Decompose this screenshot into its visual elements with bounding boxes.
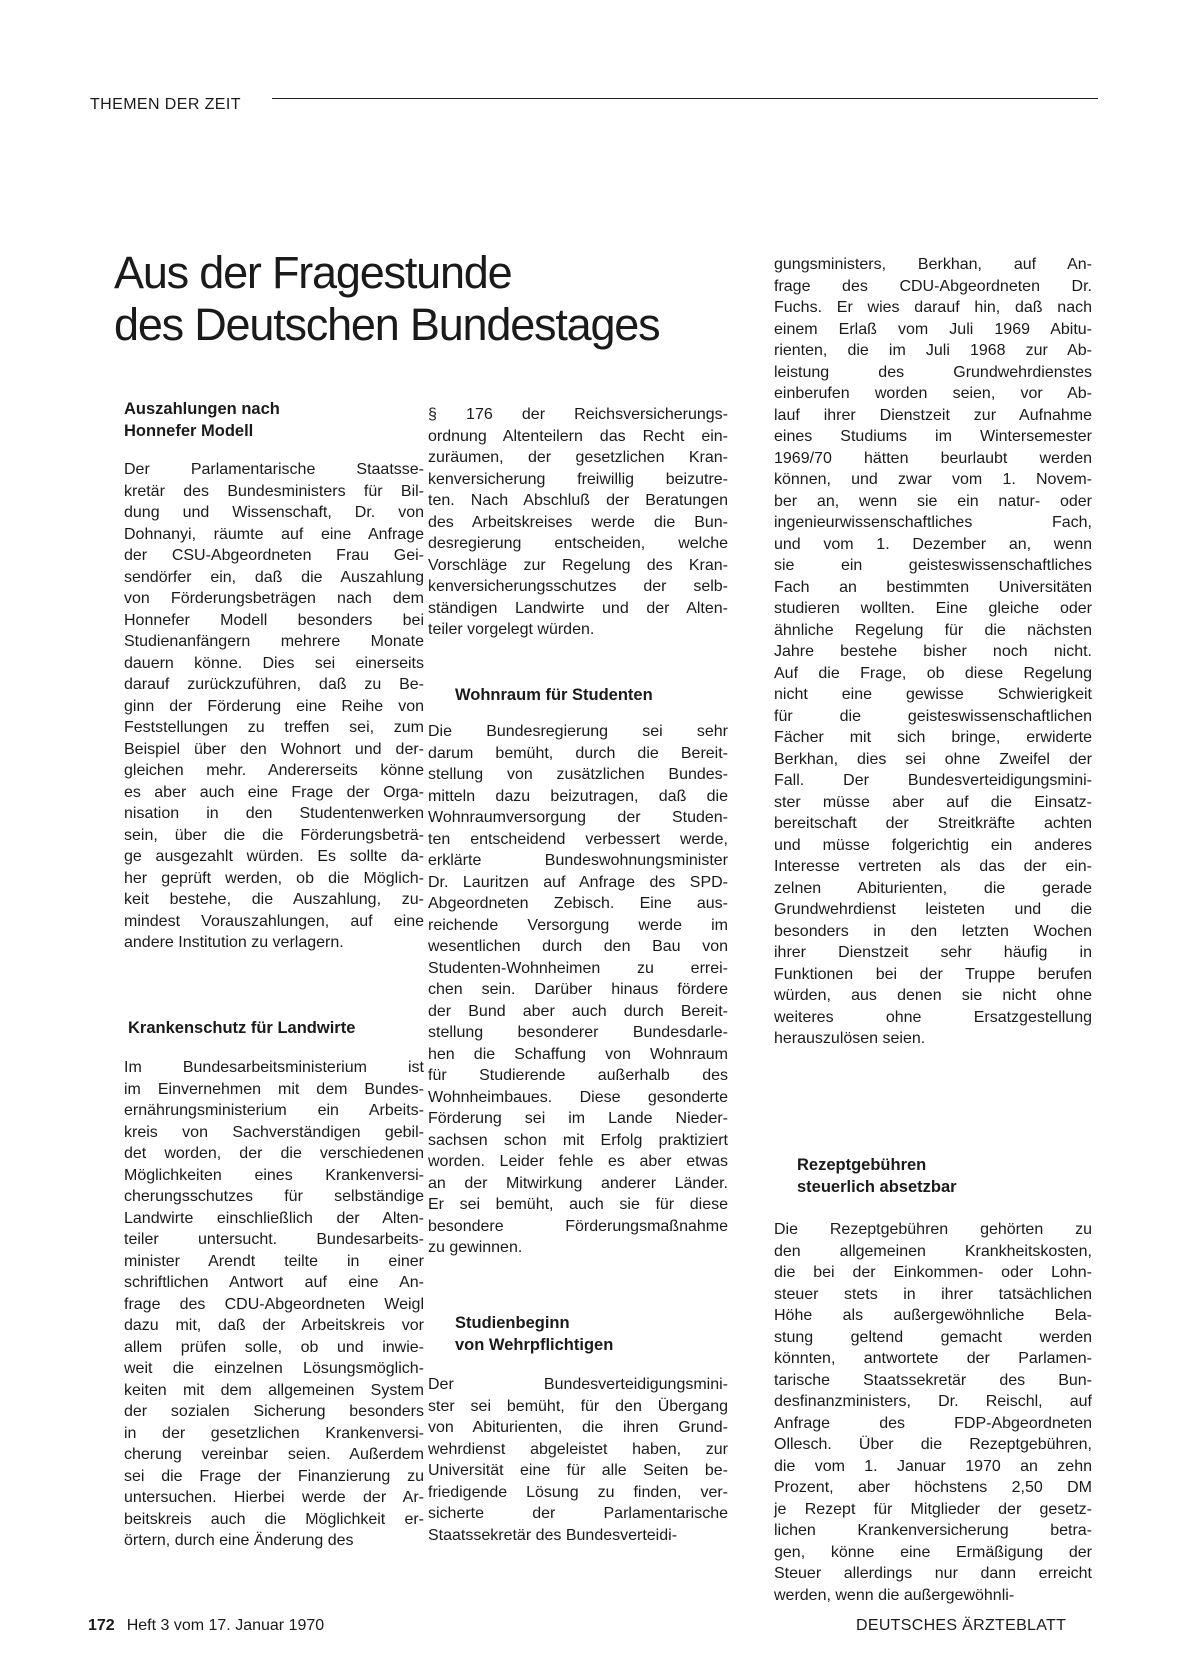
text-line: gen, könne eine Ermäßigung der [774, 1543, 1092, 1561]
text-line: Vorschläge zur Regelung des Kran- [428, 556, 728, 574]
text-line: leistung des Grundwehrdienstes [774, 363, 1092, 381]
paragraph-krankenschutz [124, 1057, 424, 1552]
text-line: Honnefer Modell [124, 422, 254, 440]
text-line: § 176 der Reichsversicherungs- [428, 406, 728, 423]
article-title-line: Aus der Fragestunde [114, 247, 512, 298]
text-line: Fall. Der Bundesverteidigungsmini- [774, 772, 1092, 789]
text-line: ster müsse aber auf die Einsatz- [774, 793, 1092, 811]
text-line: Die Bundesregierung sei sehr [428, 723, 728, 740]
text-line: ihrer Dienstzeit sehr häufig in [774, 944, 1092, 961]
text-line: herauszulösen seien. [774, 1030, 926, 1047]
text-line: sein, über die die Förderungsbeträ- [124, 826, 424, 844]
text-line: besonders in den letzten Wochen [774, 922, 1092, 940]
footer-issue-info [88, 1617, 324, 1635]
text-line: Fächer mit sich bringe, erwiderte [774, 729, 1092, 746]
text-line: eines Studiums im Wintersemester [774, 428, 1092, 445]
text-line: örtern, durch eine Änderung des [124, 1532, 354, 1549]
text-line: lauf ihrer Dienstzeit zur Aufnahme [774, 406, 1092, 424]
text-line: Im Bundesarbeitsministerium ist [124, 1059, 424, 1076]
text-line: den allgemeinen Krankheitskosten, [774, 1242, 1092, 1260]
text-line: nisation in den Studentenwerken [124, 805, 424, 822]
text-line: worden. Leider fehle es aber etwas [428, 1153, 728, 1170]
text-line: Die Rezeptgebühren gehörten zu [774, 1221, 1092, 1238]
text-line: gungsministers, Berkhan, auf An- [774, 256, 1092, 273]
text-line: sachsen schon mit Erfolg praktiziert [428, 1131, 728, 1149]
article-title-line: des Deutschen Bundestages [114, 299, 660, 350]
text-line: Dr. Lauritzen auf Anfrage des SPD- [428, 873, 728, 891]
paragraph-wohnraum [428, 721, 728, 1259]
text-line: stellung besonderer Bundesdarle- [428, 1024, 728, 1041]
text-line: kretär des Bundesministers für Bil- [124, 482, 424, 500]
header-rule [272, 98, 1098, 99]
text-line: Abgeordneten Zebisch. Eine aus- [428, 895, 728, 912]
text-line: kreis von Sachverständigen gebil- [124, 1123, 424, 1141]
text-line: einem Erlaß vom Juli 1969 Abitu- [774, 320, 1092, 338]
text-line: Funktionen bei der Truppe berufen [774, 965, 1092, 983]
text-line: Studienanfängern mehrere Monate [124, 633, 424, 650]
text-line: Förderung sei im Lande Nieder- [428, 1110, 728, 1127]
text-line: reichende Versorgung werde im [428, 916, 728, 934]
text-line: frage des CDU-Abgeordneten Dr. [774, 277, 1092, 295]
text-line: bereitschaft der Streitkräfte achten [774, 815, 1092, 832]
text-line: Staatssekretär des Bundesverteidi- [428, 1526, 678, 1544]
text-line: Er sei bemüht, auch sie für diese [428, 1196, 728, 1213]
text-line: frage des CDU-Abgeordneten Weigl [124, 1295, 424, 1313]
text-line: dauern könne. Dies sei einerseits [124, 654, 424, 672]
text-line: sicherte der Parlamentarische [428, 1505, 728, 1522]
text-line: minister Arendt teilte in einer [124, 1252, 424, 1270]
text-line: kenversicherungsschutzes der selb- [428, 578, 728, 595]
text-line: stung geltend gemacht werden [774, 1328, 1092, 1346]
text-line: der CSU-Abgeordneten Frau Gei- [124, 547, 424, 564]
running-header: THEMEN DER ZEIT [90, 96, 241, 113]
text-line: Landwirte einschließlich der Alten- [124, 1209, 424, 1227]
text-line: besondere Förderungsmaßnahme [428, 1217, 728, 1235]
text-line: Fuchs. Er wies darauf hin, daß nach [774, 299, 1092, 316]
text-line: Der Parlamentarische Staatsse- [124, 461, 424, 478]
text-line: im Einvernehmen mit dem Bundes- [124, 1080, 424, 1098]
text-line: dung und Wissenschaft, Dr. von [124, 504, 424, 521]
text-line: Ollesch. Über die Rezeptgebühren, [774, 1436, 1092, 1453]
section-heading-rezeptgebuehren [797, 1154, 1097, 1198]
text-line: Prozent, aber höchstens 2,50 DM [774, 1479, 1092, 1496]
text-line: von Abiturienten, die ihren Grund- [428, 1419, 728, 1436]
text-line: ster sei bemüht, für den Übergang [428, 1397, 728, 1415]
text-line: in der gesetzlichen Krankenversi- [124, 1424, 424, 1442]
text-line: Der Bundesverteidigungsmini- [428, 1376, 728, 1393]
paragraph-krankenschutz-continued [428, 404, 728, 641]
text-line: ginn der Förderung eine Reihe von [124, 697, 424, 715]
text-line: Studienbeginn [455, 1314, 570, 1332]
text-line: je Rezept für Mitglieder der gesetz- [774, 1500, 1092, 1518]
text-line: und vom 1. Dezember an, wenn [774, 535, 1092, 553]
paragraph-studienbeginn-continued [774, 254, 1092, 1050]
text-line: die bei der Einkommen- oder Lohn- [774, 1264, 1092, 1281]
text-line: steuer stets in ihrer tatsächlichen [774, 1285, 1092, 1303]
text-line: Steuer allerdings nur dann erreicht [774, 1565, 1092, 1582]
page-number: 172 [88, 1617, 115, 1634]
text-line: ten entscheidend verbessert werde, [428, 830, 728, 848]
issue-label: Heft 3 vom 17. Januar 1970 [126, 1617, 325, 1634]
text-line: von Wehrpflichtigen [455, 1336, 614, 1354]
text-line: weit die einzelnen Lösungsmöglich- [124, 1360, 424, 1377]
text-line: ordnung Altenteilern das Recht ein- [428, 427, 728, 445]
text-line: Berkhan, dies sei ohne Zweifel der [774, 750, 1092, 768]
text-line: Grundwehrdienst leisteten und die [774, 901, 1092, 918]
text-line: darum bemüht, durch die Bereit- [428, 744, 728, 762]
text-line: beitskreis auch die Möglichkeit er- [124, 1510, 424, 1528]
text-line: zu gewinnen. [428, 1239, 523, 1256]
text-line: schriftlichen Antwort auf eine An- [124, 1274, 424, 1291]
text-line: gleichen mehr. Andererseits könne [124, 762, 424, 779]
text-line: ähnliche Regelung für die nächsten [774, 621, 1092, 639]
text-line: könnten, antwortete der Parlamen- [774, 1350, 1092, 1367]
text-line: steuerlich absetzbar [797, 1178, 957, 1196]
text-line: teiler vorgelegt würden. [428, 621, 595, 638]
paragraph-auszahlungen [124, 459, 424, 954]
text-line: für Studierende außerhalb des [428, 1067, 728, 1084]
text-line: untersuchen. Hierbei werde der Ar- [124, 1489, 424, 1506]
text-line: Beispiel über den Wohnort und der- [124, 740, 424, 758]
section-heading-wohnraum [455, 684, 755, 706]
text-line: chen sein. Darüber hinaus fördere [428, 981, 728, 998]
text-line: Möglichkeiten eines Krankenversi- [124, 1166, 424, 1184]
text-line: Krankenschutz für Landwirte [128, 1019, 356, 1037]
text-line: erklärte Bundeswohnungsminister [428, 852, 728, 869]
text-line: Höhe als außergewöhnliche Bela- [774, 1307, 1092, 1324]
text-line: es aber auch eine Frage der Orga- [124, 783, 424, 801]
text-line: desregierung entscheiden, welche [428, 535, 728, 552]
text-line: an der Mitwirkung anderer Länder. [428, 1174, 728, 1192]
text-line: sendörfer ein, daß die Auszahlung [124, 568, 424, 586]
text-line: und müsse folgerichtig ein anderes [774, 836, 1092, 854]
text-line: allem prüfen solle, ob und inwie- [124, 1338, 424, 1356]
publication-name: DEUTSCHES ÄRZTEBLATT [856, 1617, 1067, 1634]
text-line: rienten, die im Juli 1968 zur Ab- [774, 342, 1092, 359]
text-line: ständigen Landwirte und der Alten- [428, 599, 728, 617]
text-line: Anfrage des FDP-Abgeordneten [774, 1414, 1092, 1432]
text-line: würden, aus denen sie nicht ohne [774, 987, 1092, 1004]
section-heading-studienbeginn [455, 1312, 755, 1356]
text-line: dazu mit, daß der Arbeitskreis vor [124, 1317, 424, 1334]
text-line: Fach an bestimmten Universitäten [774, 578, 1092, 596]
text-line: kenversicherung freiwillig beizutre- [428, 470, 728, 488]
text-line: det worden, der die verschiedenen [124, 1145, 424, 1162]
text-line: studieren wollten. Eine gleiche oder [774, 600, 1092, 617]
text-line: ten. Nach Abschluß der Beratungen [428, 492, 728, 509]
text-line: 1969/70 hätten beurlaubt werden [774, 449, 1092, 467]
text-line: Wohnraum für Studenten [455, 686, 653, 704]
text-line: ingenieurwissenschaftliches Fach, [774, 514, 1092, 531]
text-line: nicht eine gewisse Schwierigkeit [774, 686, 1092, 703]
text-line: darauf zurückzuführen, daß zu Be- [124, 676, 424, 693]
text-line: ber an, wenn sie ein natur- oder [774, 492, 1092, 510]
text-line: des Arbeitskreises werde die Bun- [428, 513, 728, 531]
text-line: Wohnheimbaues. Diese gesonderte [428, 1088, 728, 1106]
text-line: Universität eine für alle Seiten be- [428, 1462, 728, 1479]
text-line: cherung vereinbar seien. Außerdem [124, 1446, 424, 1463]
text-line: Jahre bestehe bisher noch nicht. [774, 643, 1092, 660]
text-line: Dohnanyi, räumte auf eine Anfrage [124, 525, 424, 543]
text-line: von Förderungsbeträgen nach dem [124, 590, 424, 607]
text-line: die vom 1. Januar 1970 an zehn [774, 1457, 1092, 1475]
text-line: für die geisteswissenschaftlichen [774, 707, 1092, 725]
paragraph-rezeptgebuehren [774, 1219, 1092, 1606]
text-line: können, und zwar vom 1. Novem- [774, 471, 1092, 488]
text-line: desfinanzministers, Dr. Reischl, auf [774, 1393, 1092, 1410]
text-line: Honnefer Modell besonders bei [124, 611, 424, 629]
text-line: Wohnraumversorgung der Studen- [428, 809, 728, 826]
text-line: keiten mit dem allgemeinen System [124, 1381, 424, 1399]
text-line: der Bund aber auch durch Bereit- [428, 1002, 728, 1020]
text-line: stellung von zusätzlichen Bundes- [428, 766, 728, 783]
section-heading-auszahlungen [124, 398, 424, 442]
text-line: Rezeptgebühren [797, 1156, 927, 1174]
text-line: ernährungsministerium ein Arbeits- [124, 1102, 424, 1119]
text-line: mitteln dazu beizutragen, daß die [428, 787, 728, 805]
text-line: Auszahlungen nach [124, 400, 280, 418]
text-line: sie ein geisteswissenschaftliches [774, 557, 1092, 574]
text-line: weiteres ohne Ersatzgestellung [774, 1008, 1092, 1026]
text-line: mindest Vorauszahlungen, auf eine [124, 912, 424, 930]
text-line: Auf die Frage, ob diese Regelung [774, 664, 1092, 682]
text-line: keit bestehe, die Auszahlung, zu- [124, 891, 424, 908]
text-line: Feststellungen zu treffen sei, zum [124, 719, 424, 736]
text-line: der sozialen Sicherung besonders [124, 1403, 424, 1420]
text-line: ge ausgezahlt würden. Es sollte da- [124, 848, 424, 865]
text-line: wehrdienst abgeleistet haben, zur [428, 1440, 728, 1458]
text-line: her geprüft werden, ob die Möglich- [124, 869, 424, 887]
text-line: friedigende Lösung zu finden, ver- [428, 1483, 728, 1501]
text-line: sei die Frage der Finanzierung zu [124, 1467, 424, 1485]
text-line: wesentlichen durch den Bau von [428, 938, 728, 955]
text-line: Interesse vertreten als das der ein- [774, 858, 1092, 875]
text-line: lichen Krankenversicherung betra- [774, 1522, 1092, 1539]
text-line: werden, wenn die außergewöhnli- [774, 1586, 1015, 1604]
text-line: cherungsschutzes für selbständige [124, 1188, 424, 1205]
text-line: zuräumen, der gesetzlichen Kran- [428, 449, 728, 466]
section-heading-krankenschutz [128, 1017, 428, 1039]
text-line: andere Institution zu verlagern. [124, 934, 344, 951]
paragraph-studienbeginn [428, 1374, 728, 1546]
text-line: zelnen Abiturienten, die gerade [774, 879, 1092, 897]
text-line: einberufen worden seien, vor Ab- [774, 385, 1092, 402]
article-title [114, 247, 659, 351]
text-line: Studenten-Wohnheimen zu errei- [428, 959, 728, 977]
text-line: tarische Staatssekretär des Bun- [774, 1371, 1092, 1389]
text-line: teiler untersucht. Bundesarbeits- [124, 1231, 424, 1248]
text-line: hen die Schaffung von Wohnraum [428, 1045, 728, 1063]
